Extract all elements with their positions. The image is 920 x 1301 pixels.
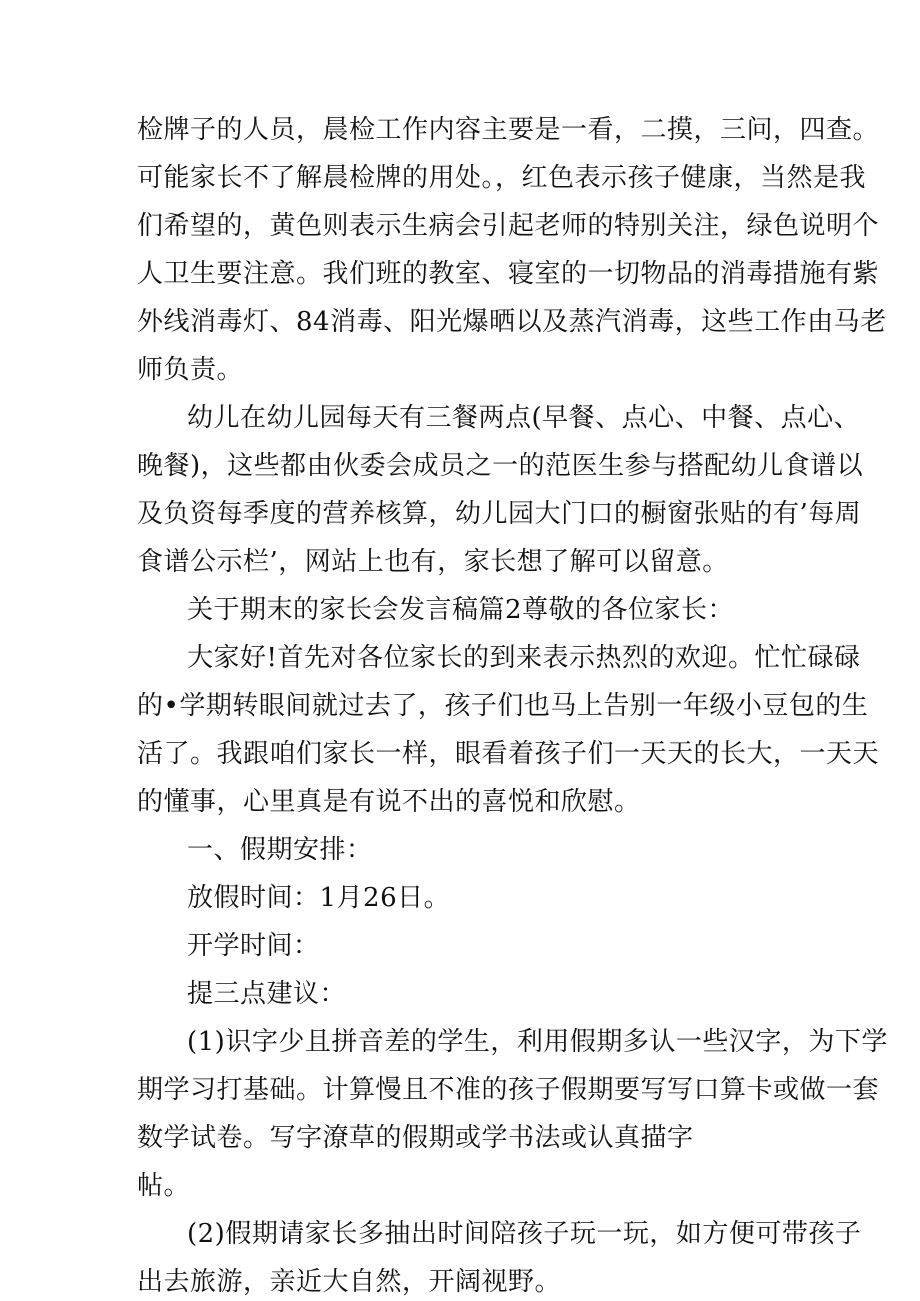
text-line: 开学时间： <box>187 931 320 961</box>
text-line: 关于期末的家长会发言稿篇2尊敬的各位家长： <box>187 595 735 625</box>
text-line: 出去旅游，亲近大自然，开阔视野。 <box>137 1267 562 1297</box>
text-line: 一、假期安排： <box>187 835 373 865</box>
text-line: 可能家长不了解晨检牌的用处。，红色表示孩子健康，当然是我 <box>137 163 867 193</box>
text-line: 期学习打基础。计算慢且不准的孩子假期要写写口算卡或做一套 <box>137 1075 880 1105</box>
text-line: 的•学期转眼间就过去了，孩子们也马上告别一年级小豆包的生 <box>137 691 869 721</box>
text-line: 人卫生要注意。我们班的教室、寝室的一切物品的消毒措施有紫 <box>137 259 880 289</box>
text-line: 们希望的，黄色则表示生病会引起老师的特别关注，绿色说明个 <box>137 211 880 241</box>
text-line: 幼儿在幼儿园每天有三餐两点(早餐、点心、中餐、点心、 <box>187 403 861 433</box>
text-line: (1)识字少且拼音差的学生，利用假期多认一些汉字，为下学 <box>187 1027 888 1057</box>
text-line: 及负资每季度的营养核算，幼儿园大门口的橱窗张贴的有’每周 <box>137 499 862 529</box>
text-line: 数学试卷。写字潦草的假期或学书法或认真描字 <box>137 1123 694 1153</box>
text-line: 活了。我跟咱们家长一样，眼看着孩子们一天天的长大，一天天 <box>137 739 880 769</box>
text-line: 放假时间：1月26日。 <box>187 883 451 913</box>
text-line: 晚餐)，这些都由伙委会成员之一的范医生参与搭配幼儿食谱以 <box>137 451 864 481</box>
text-line: 提三点建议： <box>187 979 347 1009</box>
text-line: (2)假期请家长多抽出时间陪孩子玩一玩，如方便可带孩子 <box>187 1219 862 1249</box>
text-line: 外线消毒灯、84消毒、阳光爆晒以及蒸汽消毒，这些工作由马老 <box>137 307 887 337</box>
text-line: 食谱公示栏’，网站上也有，家长想了解可以留意。 <box>137 547 729 577</box>
text-line: 检牌子的人员，晨检工作内容主要是一看，二摸，三问，四查。 <box>137 115 880 145</box>
text-line: 师负责。 <box>137 355 244 385</box>
text-line: 的懂事，心里真是有说不出的喜悦和欣慰。 <box>137 787 641 817</box>
text-line: 帖。 <box>137 1171 191 1201</box>
text-line: 大家好!首先对各位家长的到来表示热烈的欢迎。忙忙碌碌 <box>187 643 861 673</box>
